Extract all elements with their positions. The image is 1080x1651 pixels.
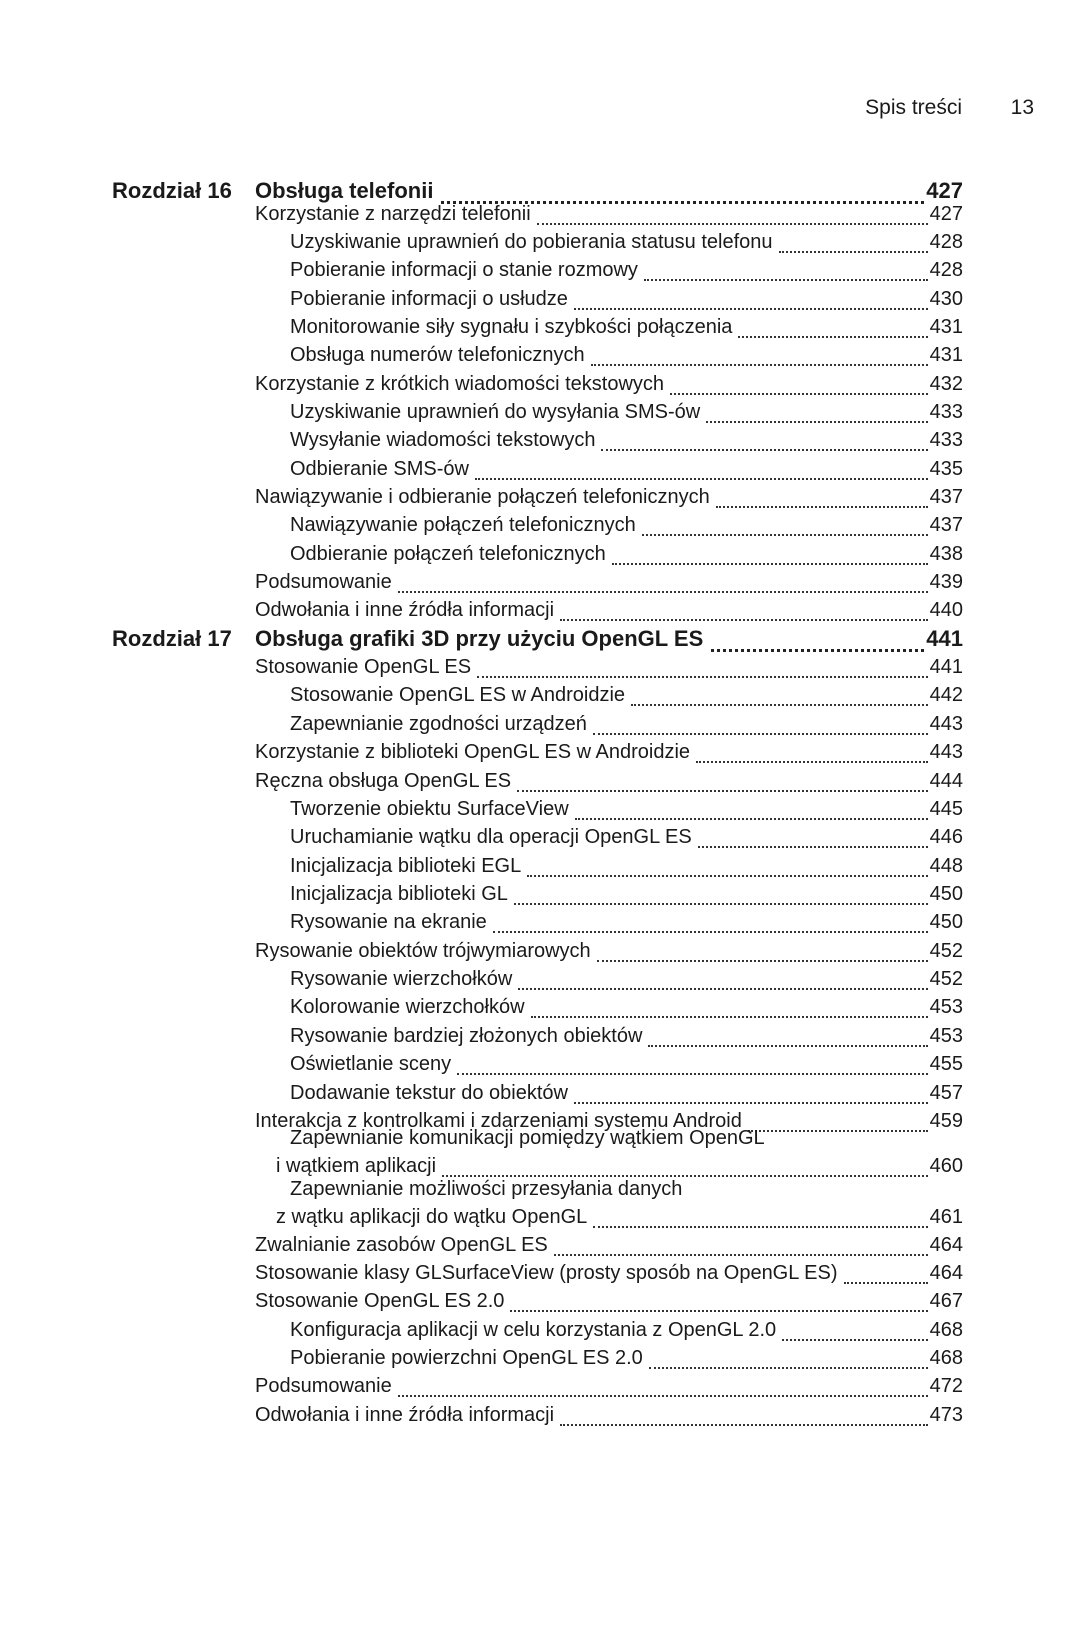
leader-dots	[527, 874, 927, 877]
toc-entry-page: 472	[929, 1375, 963, 1397]
header-title: Spis treści	[865, 96, 962, 119]
toc-entry[interactable]	[290, 798, 963, 826]
leader-dots	[670, 392, 928, 395]
toc-entry[interactable]	[290, 996, 963, 1024]
toc-entry[interactable]	[255, 1404, 963, 1432]
toc-entry-page: 441	[929, 656, 963, 678]
leader-dots	[574, 307, 928, 310]
toc-entry-title: Odbieranie połączeń telefonicznych	[290, 543, 606, 565]
toc-entry-page: 448	[929, 855, 963, 877]
chapter-page: 427	[926, 178, 963, 203]
leader-dots	[477, 675, 928, 678]
leader-dots	[593, 732, 928, 735]
toc-entry-title: Podsumowanie	[255, 1375, 392, 1397]
toc-entry-page: 468	[929, 1319, 963, 1341]
toc-entry[interactable]	[290, 1053, 963, 1081]
leader-dots	[514, 902, 928, 905]
leader-dots	[644, 278, 928, 281]
leader-dots	[601, 448, 927, 451]
leader-dots	[442, 1174, 928, 1177]
leader-dots	[779, 250, 928, 253]
leader-dots	[531, 1015, 928, 1018]
toc-entry-title: Oświetlanie sceny	[290, 1053, 452, 1075]
leader-dots	[574, 1101, 928, 1104]
toc-entry-page: 473	[929, 1404, 963, 1426]
toc-entry[interactable]	[255, 486, 963, 514]
toc-entry-title: Rysowanie na ekranie	[290, 911, 487, 933]
toc-entry[interactable]	[255, 770, 963, 798]
toc-entry-title: Zwalnianie zasobów OpenGL ES	[255, 1234, 548, 1256]
toc-entry[interactable]	[290, 514, 963, 542]
toc-entry-title: Interakcja z kontrolkami i zdarzeniami systemu Android	[255, 1110, 742, 1132]
chapter-label: Rozdział 16	[112, 178, 232, 203]
toc-entry-title: Uzyskiwanie uprawnień do wysyłania SMS-ów	[290, 401, 701, 423]
leader-dots	[711, 648, 924, 652]
toc-entry-title: Podsumowanie	[255, 571, 392, 593]
toc-entry-title: Pobieranie informacji o stanie rozmowy	[290, 259, 638, 281]
toc-entry-page: 452	[929, 940, 963, 962]
leader-dots	[560, 1423, 928, 1426]
toc-entry-page: 460	[929, 1155, 963, 1177]
toc-entry-title: Nawiązywanie i odbieranie połączeń telefonicznych	[255, 486, 710, 508]
toc-entry-title: Stosowanie OpenGL ES w Androidzie	[290, 684, 626, 706]
toc-entry-page: 450	[929, 883, 963, 905]
toc-entry-page: 431	[929, 344, 963, 366]
toc-entry-title: Odbieranie SMS-ów	[290, 458, 469, 480]
leader-dots	[518, 987, 927, 990]
toc-entry-title: Uzyskiwanie uprawnień do pobierania statusu telefonu	[290, 231, 773, 253]
leader-dots	[706, 420, 927, 423]
leader-dots	[782, 1338, 927, 1341]
toc-entry-title: Inicjalizacja biblioteki GL	[290, 883, 508, 905]
toc-entry-page: 428	[929, 231, 963, 253]
leader-dots	[398, 590, 928, 593]
toc-entry-title: Rysowanie bardziej złożonych obiektów	[290, 1025, 643, 1047]
toc-entry-title: Konfiguracja aplikacji w celu korzystania z OpenGL 2.0	[290, 1319, 777, 1341]
leader-dots	[475, 477, 928, 480]
toc-entry[interactable]	[255, 1262, 963, 1290]
toc-entry[interactable]	[255, 1234, 963, 1262]
running-header	[0, 96, 1080, 126]
toc-entry-page: 468	[929, 1347, 963, 1369]
toc-entry-page: 433	[929, 429, 963, 451]
leader-dots	[738, 335, 927, 338]
leader-dots	[591, 363, 928, 366]
toc-entry-title: Nawiązywanie połączeń telefonicznych	[290, 514, 636, 536]
toc-entry[interactable]	[255, 599, 963, 627]
toc-entry-title: Pobieranie powierzchni OpenGL ES 2.0	[290, 1347, 643, 1369]
leader-dots	[510, 1309, 927, 1312]
toc-entry[interactable]	[290, 231, 963, 259]
toc-entry-page: 453	[929, 996, 963, 1018]
toc-entry[interactable]	[290, 429, 963, 457]
toc-entry-page: 430	[929, 288, 963, 310]
leader-dots	[631, 703, 928, 706]
toc-entry-page: 453	[929, 1025, 963, 1047]
toc-entry-page: 461	[929, 1206, 963, 1228]
toc-entry-page: 435	[929, 458, 963, 480]
toc-entry[interactable]	[290, 1025, 963, 1053]
leader-dots	[748, 1129, 928, 1132]
toc-entry[interactable]	[255, 1290, 963, 1318]
leader-dots	[649, 1366, 928, 1369]
toc-entry-title: Stosowanie klasy GLSurfaceView (prosty sposób na OpenGL ES)	[255, 1262, 838, 1284]
leader-dots	[597, 959, 928, 962]
toc-entry-page: 433	[929, 401, 963, 423]
leader-dots	[575, 817, 928, 820]
toc-entry-page: 464	[929, 1262, 963, 1284]
toc-entry-title: Stosowanie OpenGL ES	[255, 656, 472, 678]
leader-dots	[593, 1225, 927, 1228]
toc-entry-title: Stosowanie OpenGL ES 2.0	[255, 1290, 505, 1312]
toc-entry-line1: Zapewnianie komunikacji pomiędzy wątkiem OpenGL	[290, 1127, 765, 1149]
toc-entry-title: i wątkiem aplikacji	[276, 1155, 437, 1177]
toc-entry[interactable]	[290, 883, 963, 911]
toc-entry-page: 427	[929, 203, 963, 225]
leader-dots	[457, 1072, 927, 1075]
chapter-page: 441	[926, 626, 963, 651]
leader-dots	[612, 562, 928, 565]
toc-entry[interactable]	[290, 458, 963, 486]
toc-entry-title: Korzystanie z biblioteki OpenGL ES w Androidzie	[255, 741, 691, 763]
header-page-number: 13	[1010, 96, 1034, 119]
leader-dots	[537, 222, 928, 225]
toc-entry[interactable]	[290, 684, 963, 712]
toc-entry[interactable]	[290, 316, 963, 344]
toc-entry-title: Obsługa numerów telefonicznych	[290, 344, 585, 366]
toc-entry-page: 455	[929, 1053, 963, 1075]
toc-entry[interactable]	[290, 1082, 963, 1110]
toc-entry-page: 450	[929, 911, 963, 933]
toc-entry-page: 446	[929, 826, 963, 848]
toc-entry-page: 437	[929, 514, 963, 536]
toc-entry[interactable]	[290, 911, 963, 939]
toc-entry-title: Inicjalizacja biblioteki EGL	[290, 855, 522, 877]
toc-entry-title: Ręczna obsługa OpenGL ES	[255, 770, 512, 792]
toc-entry[interactable]	[255, 940, 963, 968]
toc-entry[interactable]	[255, 741, 963, 769]
leader-dots	[844, 1281, 928, 1284]
leader-dots	[517, 789, 928, 792]
leader-dots	[493, 930, 928, 933]
toc-entry-page: 428	[929, 259, 963, 281]
toc-entry[interactable]	[255, 203, 963, 231]
toc-entry-title: Rysowanie obiektów trójwymiarowych	[255, 940, 591, 962]
toc-entry-page: 444	[929, 770, 963, 792]
toc-entry-title: z wątku aplikacji do wątku OpenGL	[276, 1206, 588, 1228]
toc-entry-title: Rysowanie wierzchołków	[290, 968, 513, 990]
chapter-heading[interactable]	[0, 626, 1080, 658]
leader-dots	[696, 760, 928, 763]
toc-entry[interactable]	[255, 1375, 963, 1403]
chapter-title: Obsługa telefonii	[255, 178, 434, 203]
toc-entry-title: Pobieranie informacji o usłudze	[290, 288, 568, 310]
toc-entry[interactable]	[290, 1347, 963, 1375]
toc-entry-title: Kolorowanie wierzchołków	[290, 996, 525, 1018]
toc-entry[interactable]	[290, 259, 963, 287]
toc-entry[interactable]	[290, 344, 963, 372]
leader-dots	[560, 618, 928, 621]
toc-entry-title: Dodawanie tekstur do obiektów	[290, 1082, 568, 1104]
leader-dots	[554, 1253, 928, 1256]
toc-entry-title: Korzystanie z krótkich wiadomości tekstowych	[255, 373, 665, 395]
toc-entry-page: 431	[929, 316, 963, 338]
toc-entry-page: 439	[929, 571, 963, 593]
toc-entry[interactable]	[255, 656, 963, 684]
toc-entry[interactable]	[290, 713, 963, 741]
toc-entry-page: 442	[929, 684, 963, 706]
toc-entry-page: 438	[929, 543, 963, 565]
leader-dots	[648, 1044, 927, 1047]
toc-entry-page: 464	[929, 1234, 963, 1256]
toc-entry-title: Wysyłanie wiadomości tekstowych	[290, 429, 596, 451]
toc-entry-line1: Zapewnianie możliwości przesyłania danych	[290, 1178, 683, 1200]
toc-entry-page: 445	[929, 798, 963, 820]
chapter-label: Rozdział 17	[112, 626, 232, 651]
toc-entry-page: 452	[929, 968, 963, 990]
toc-entry-page: 440	[929, 599, 963, 621]
toc-entry-page: 443	[929, 713, 963, 735]
leader-dots	[642, 533, 928, 536]
leader-dots	[398, 1394, 928, 1397]
toc-entry[interactable]	[290, 855, 963, 883]
toc-entry-title: Zapewnianie zgodności urządzeń	[290, 713, 587, 735]
toc-entry[interactable]	[255, 373, 963, 401]
toc-entry[interactable]	[290, 288, 963, 316]
toc-entry[interactable]	[290, 401, 963, 429]
toc-entry-title: Odwołania i inne źródła informacji	[255, 1404, 555, 1426]
toc-entry[interactable]	[255, 571, 963, 599]
toc-entry-page: 467	[929, 1290, 963, 1312]
toc-entry[interactable]	[290, 543, 963, 571]
toc-entry[interactable]	[290, 826, 963, 854]
leader-dots	[716, 505, 928, 508]
toc-entry[interactable]	[276, 1206, 963, 1234]
toc-entry[interactable]	[290, 1319, 963, 1347]
toc-entry-page: 457	[929, 1082, 963, 1104]
toc-entry[interactable]	[290, 968, 963, 996]
leader-dots	[698, 845, 928, 848]
toc-entry-title: Uruchamianie wątku dla operacji OpenGL ES	[290, 826, 692, 848]
toc-entry-title: Tworzenie obiektu SurfaceView	[290, 798, 569, 820]
toc-entry-title: Monitorowanie siły sygnału i szybkości połączenia	[290, 316, 733, 338]
toc-entry-page: 432	[929, 373, 963, 395]
toc-entry-title: Odwołania i inne źródła informacji	[255, 599, 555, 621]
toc-entry-page: 437	[929, 486, 963, 508]
toc-entry-title: Korzystanie z narzędzi telefonii	[255, 203, 531, 225]
toc-entry-page: 459	[929, 1110, 963, 1132]
toc-entry-page: 443	[929, 741, 963, 763]
chapter-title: Obsługa grafiki 3D przy użyciu OpenGL ES	[255, 626, 704, 651]
